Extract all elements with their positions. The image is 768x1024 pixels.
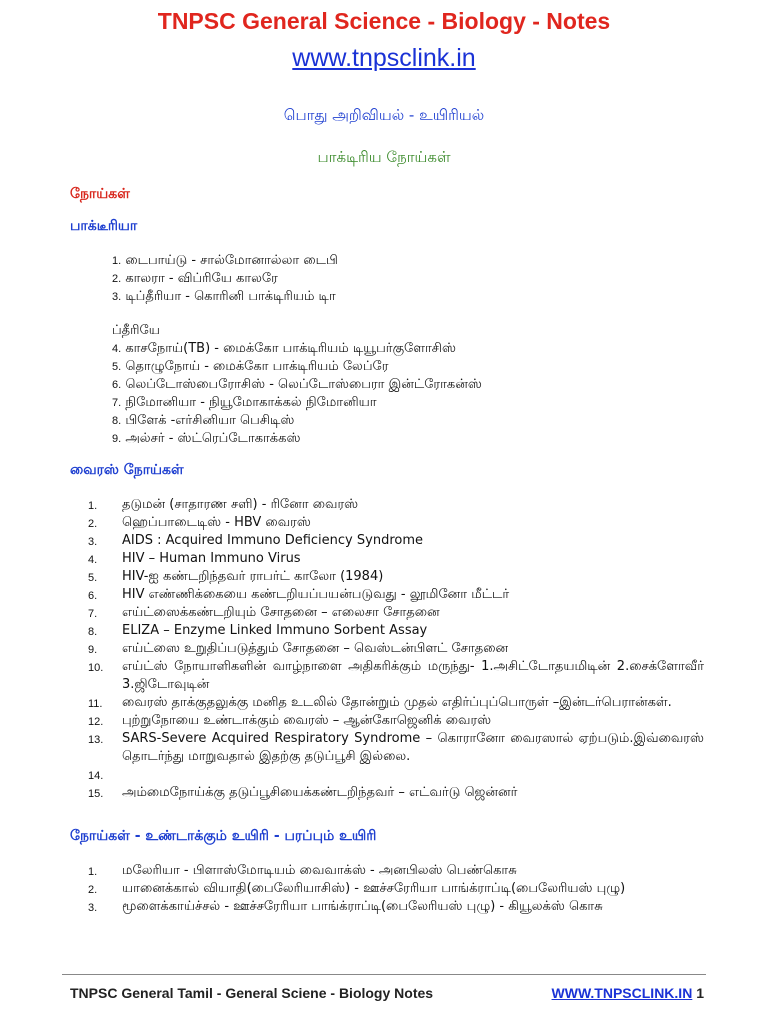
item-number: 1. — [88, 866, 98, 878]
item-text: லெப்டோஸ்பைரோசிஸ் - லெப்டோஸ்பைரா இன்ட்ரோகன்ஸ் — [125, 377, 482, 392]
item-number: 1. — [88, 500, 98, 512]
footer-left-text: TNPSC General Tamil - General Sciene - Biology Notes — [70, 985, 434, 1001]
item-text: எய்ட்ஸ் நோயாளிகளின் வாழ்நாளை அதிகரிக்கும் மருந்து- 1.அசிட்டோதயமிடின் 2.சைக்ளோவீர் 3.ஜிடோவுடின் — [122, 659, 704, 692]
virus-list — [88, 496, 704, 802]
item-text: பிளேக் -எர்சினியா பெசிடிஸ் — [125, 413, 295, 428]
footer-link[interactable]: WWW.TNPSCLINK.IN — [551, 985, 693, 1001]
list-item — [88, 658, 704, 694]
page-number: 1 — [696, 985, 704, 1001]
item-number: 8. — [112, 415, 122, 427]
item-text: AIDS : Acquired Immuno Deficiency Syndrome — [122, 533, 423, 548]
item-number: 4. — [88, 554, 98, 566]
list-item — [88, 694, 704, 712]
bacteria-continued-text: ப்தீரியே — [112, 323, 160, 338]
item-number: 10. — [88, 662, 104, 674]
list-item — [88, 496, 704, 514]
list-item — [88, 730, 704, 766]
list-item — [88, 862, 704, 880]
list-item — [112, 270, 338, 288]
footer-right — [552, 985, 704, 1001]
list-item — [88, 766, 704, 784]
item-number: 7. — [88, 608, 98, 620]
item-number: 11. — [88, 698, 103, 710]
item-number: 8. — [88, 626, 98, 638]
item-number: 13. — [88, 734, 104, 746]
item-number: 5. — [88, 572, 98, 584]
section-heading-carriers: நோய்கள் - உண்டாக்கும் உயிரி - பரப்பும் உயிரி — [70, 828, 377, 844]
item-number: 3. — [112, 291, 122, 303]
item-number: 15. — [88, 788, 104, 800]
subtitle: பொது அறிவியல் - உயிரியல் — [283, 106, 485, 124]
list-item — [112, 376, 482, 394]
bacteria-list-b — [112, 340, 482, 448]
item-text: காசநோய்(TB) - மைக்கோ பாக்டிரியம் டியூபர்குளோசிஸ் — [125, 341, 456, 356]
section-heading-bacteria: பாக்டீரியா — [70, 218, 138, 234]
item-number: 9. — [112, 433, 122, 445]
list-item — [112, 412, 482, 430]
list-item — [88, 622, 704, 640]
carrier-list — [88, 862, 704, 916]
item-number: 14. — [88, 770, 104, 782]
list-item — [112, 288, 338, 306]
item-text: HIV எண்ணிக்கையை கண்டறியப்பயன்படுவது - லூமினோ மீட்டர் — [122, 587, 510, 602]
list-item — [112, 358, 482, 376]
subtitle-bacterial-diseases: பாக்டிரிய நோய்கள் — [317, 148, 451, 166]
list-item — [112, 252, 338, 270]
item-number: 4. — [112, 343, 122, 355]
item-text: வைரஸ் தாக்குதலுக்கு மனித உடலில் தோன்றும் முதல் எதிர்ப்புப்பொருள் –இன்டர்பெரான்கள். — [122, 695, 672, 710]
item-number: 5. — [112, 361, 122, 373]
item-text: HIV – Human Immuno Virus — [122, 551, 301, 566]
item-number: 6. — [88, 590, 98, 602]
list-item — [88, 880, 704, 898]
list-item — [88, 532, 704, 550]
item-text: அல்சர் - ஸ்ட்ரெப்டோகாக்கஸ் — [125, 431, 301, 446]
item-text: டைபாய்டு - சால்மோனால்லா டைபி — [125, 253, 338, 268]
list-item — [88, 898, 704, 916]
item-number: 3. — [88, 536, 98, 548]
item-text: SARS-Severe Acquired Respiratory Syndrome – கொரானோ வைரஸால் ஏற்படும்.இவ்வைரஸ் தொடர்ந்து மாறுவதால் இதற்கு தடுப்பூசி இல்லை. — [122, 731, 704, 764]
item-number: 6. — [112, 379, 122, 391]
item-text: காலரா - விப்ரியே காலரே — [125, 271, 278, 286]
item-number: 2. — [88, 884, 98, 896]
item-number: 9. — [88, 644, 98, 656]
item-number: 7. — [112, 397, 122, 409]
header-url-link[interactable]: www.tnpsclink.in — [292, 44, 476, 72]
item-number: 2. — [88, 518, 98, 530]
bacteria-list-a — [112, 252, 338, 306]
item-text: தொழுநோய் - மைக்கோ பாக்டிரியம் லேப்ரே — [125, 359, 389, 374]
list-item — [88, 604, 704, 622]
item-number: 1. — [112, 255, 122, 267]
list-item — [88, 640, 704, 658]
list-item — [112, 394, 482, 412]
list-item — [112, 430, 482, 448]
footer-rule — [62, 974, 706, 975]
list-item — [88, 514, 704, 532]
list-item — [88, 784, 704, 802]
list-item — [88, 712, 704, 730]
list-item — [88, 550, 704, 568]
item-text: யானைக்கால் வியாதி(பைலேரியாசிஸ்) - ஊச்சரேரியா பாங்க்ராப்டி(பைலேரியஸ் புழு) — [122, 881, 626, 896]
section-heading-diseases: நோய்கள் — [70, 186, 130, 202]
list-item — [88, 586, 704, 604]
header-title: TNPSC General Science - Biology - Notes — [157, 8, 611, 34]
item-text: தடுமன் (சாதாரண சளி) - ரினோ வைரஸ் — [122, 497, 359, 512]
item-text: மலேரியா - பிளாஸ்மோடியம் வைவாக்ஸ் - அனபிலஸ் பெண்கொசு — [122, 863, 517, 878]
item-text: ELIZA – Enzyme Linked Immuno Sorbent Assay — [122, 623, 428, 638]
item-text: எய்ட்ஸை உறுதிப்படுத்தும் சோதனை – வெஸ்டன்பிளட் சோதனை — [122, 641, 509, 656]
item-number: 2. — [112, 273, 122, 285]
item-text: HIV-ஐ கண்டறிந்தவர் ராபர்ட் காலோ (1984) — [122, 569, 384, 584]
item-number: 3. — [88, 902, 98, 914]
item-text: ஹெப்பாடைடிஸ் - HBV வைரஸ் — [122, 515, 311, 530]
item-number: 12. — [88, 716, 104, 728]
list-item — [112, 340, 482, 358]
item-text: மூளைக்காய்ச்சல் - ஊச்சரேரியா பாங்க்ராப்டி(பைலேரியஸ் புழு) - கியூலக்ஸ் கொசு — [122, 899, 603, 914]
section-heading-virus: வைரஸ் நோய்கள் — [70, 462, 184, 478]
item-text: அம்மைநோய்க்கு தடுப்பூசியைக்கண்டறிந்தவர் – எட்வர்டு ஜென்னர் — [122, 785, 518, 800]
list-item — [88, 568, 704, 586]
item-text: நிமோனியா - நியூமோகாக்கல் நிமோனியா — [125, 395, 377, 410]
item-text: டிப்தீரியா - கொரினி பாக்டிரியம் டிா — [125, 289, 336, 304]
item-text: எய்ட்ஸைக்கண்டறியும் சோதனை – எலைசா சோதனை — [122, 605, 440, 620]
item-text: புற்றுநோயை உண்டாக்கும் வைரஸ் – ஆன்கோஜெனிக் வைரஸ் — [122, 713, 492, 728]
